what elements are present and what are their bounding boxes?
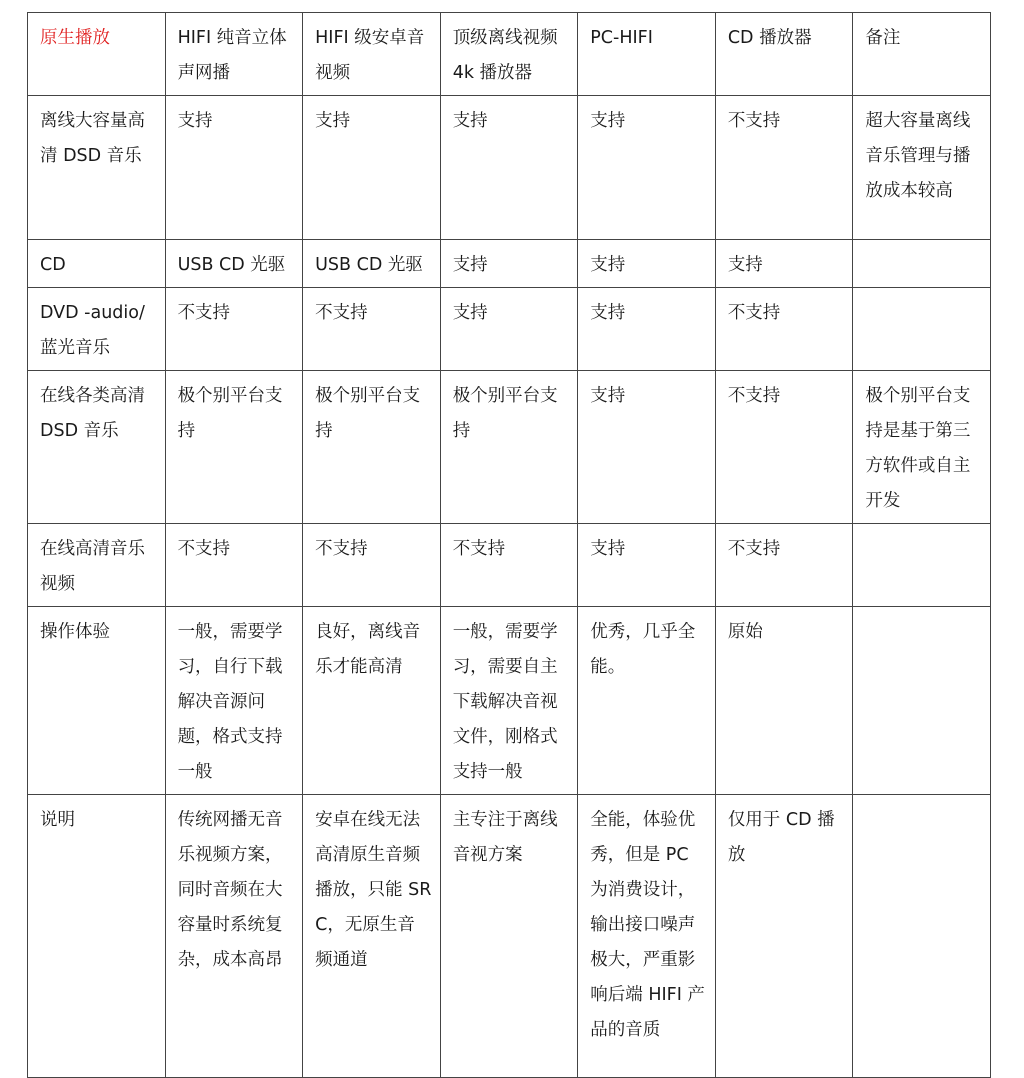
table-cell: 极个别平台支持 [440,371,578,524]
table-cell: 支持 [578,371,716,524]
notes-cell: 极个别平台支持是基于第三方软件或自主开发 [853,371,991,524]
table-cell: 原始 [715,607,853,795]
header-cell-notes: 备注 [853,13,991,96]
table-body [28,13,991,1078]
table-cell: 全能，体验优秀，但是 PC 为消费设计，输出接口噪声极大，严重影响后端 HIFI 产品的音质 [578,795,716,1078]
table-cell: USB CD 光驱 [303,240,441,288]
table-row [28,240,991,288]
table-row [28,288,991,371]
notes-cell [853,607,991,795]
row-label-cell: CD [28,240,166,288]
table-row [28,96,991,240]
row-label-cell: 在线高清音乐视频 [28,524,166,607]
row-label-cell: 离线大容量高清 DSD 音乐 [28,96,166,240]
table-cell: 不支持 [715,371,853,524]
notes-cell [853,288,991,371]
table-cell: 主专注于离线音视方案 [440,795,578,1078]
table-cell: 不支持 [303,288,441,371]
row-label-cell: 说明 [28,795,166,1078]
table-row [28,607,991,795]
table-cell: 支持 [440,240,578,288]
header-cell-pc-hifi: PC-HIFI [578,13,716,96]
table-cell: 不支持 [165,288,303,371]
table-cell: 支持 [440,288,578,371]
row-label-cell: 操作体验 [28,607,166,795]
header-cell-4k-player: 顶级离线视频 4k 播放器 [440,13,578,96]
table-header-row [28,13,991,96]
table-cell: 一般，需要学习，自行下载解决音源问题，格式支持一般 [165,607,303,795]
table-cell: 传统网播无音乐视频方案，同时音频在大容量时系统复杂，成本高昂 [165,795,303,1078]
table-row [28,371,991,524]
notes-cell [853,240,991,288]
table-cell: 支持 [715,240,853,288]
table-cell: 支持 [303,96,441,240]
table-cell: 仅用于 CD 播放 [715,795,853,1078]
table-cell: 支持 [165,96,303,240]
table-cell: 支持 [578,524,716,607]
table-cell: 优秀，几乎全能。 [578,607,716,795]
table-cell: 支持 [578,240,716,288]
header-cell-hifi-android: HIFI 级安卓音视频 [303,13,441,96]
table-cell: 不支持 [715,524,853,607]
header-cell-cd-player: CD 播放器 [715,13,853,96]
table-cell: 极个别平台支持 [165,371,303,524]
table-row [28,524,991,607]
header-cell-native-playback: 原生播放 [28,13,166,96]
table-cell: 极个别平台支持 [303,371,441,524]
table-cell: 不支持 [715,96,853,240]
table-cell: 一般，需要学习，需要自主下载解决音视文件，刚格式支持一般 [440,607,578,795]
table-cell: 不支持 [440,524,578,607]
notes-cell [853,795,991,1078]
table-cell: 安卓在线无法高清原生音频播放，只能 SRC，无原生音频通道 [303,795,441,1078]
table-cell: 不支持 [303,524,441,607]
notes-cell: 超大容量离线音乐管理与播放成本较高 [853,96,991,240]
table-cell: 支持 [578,96,716,240]
notes-cell [853,524,991,607]
table-cell: USB CD 光驱 [165,240,303,288]
header-cell-hifi-network: HIFI 纯音立体声网播 [165,13,303,96]
table-cell: 不支持 [715,288,853,371]
table-cell: 良好，离线音乐才能高清 [303,607,441,795]
row-label-cell: 在线各类高清 DSD 音乐 [28,371,166,524]
table-cell: 不支持 [165,524,303,607]
table-cell: 支持 [578,288,716,371]
table-row [28,795,991,1078]
row-label-cell: DVD -audio/蓝光音乐 [28,288,166,371]
table-cell: 支持 [440,96,578,240]
comparison-table [27,12,991,1078]
